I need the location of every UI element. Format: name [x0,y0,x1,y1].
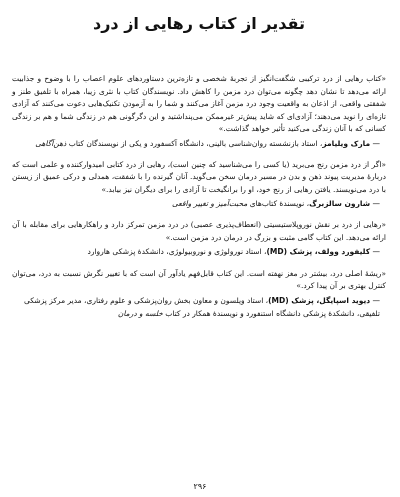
book-title-reference: ذهن‌آگاهی [35,138,67,148]
book-title-reference: محبت‌آمیز و تغییر واقعی [172,199,248,209]
page-number: ۲۹۶ [193,482,207,491]
endorser-name: کلیفورد وولف، پزشک (MD) [266,247,371,257]
endorsement-attribution: — شارون سالزبرگ، نویسندهٔ کتاب‌های محبت‌آمیز و تغییر واقعی [172,199,380,209]
endorser-description: ، نویسندهٔ کتاب‌های [247,199,310,209]
endorsement-quote: «اگر از درد مزمن رنج می‌برید (یا کسی را می‌شناسید که چنین است)، رهایی از درد کتابی امیدوارکننده و علمی است که دربارهٔ مدیریت پیوند ذهن و بدن در مسیر درمان سخن می‌گوید. آنان گیرنده را با شفقت، همدلی و درکی عمیق از زیستن با درد می‌نویسند. یافتن رهایی از رنج خود، او را برانگیخت تا آزادی را برای دیگران نیز بیابد.» [12,159,386,194]
endorsement-attribution: — مارک ویلیامز، استاد بازنشسته روان‌شناسی بالینی، دانشگاه آکسفورد و یکی از نویسندگان کتاب ذهن‌آگاهی [35,138,380,148]
endorsement-attribution: — کلیفورد وولف، پزشک (MD)، استاد نورولوژی و نوروبیولوژی، دانشکدهٔ پزشکی هاروارد [87,247,380,257]
page-title: تقدیر از کتاب رهایی از درد [92,14,306,33]
endorser-name: دیوید اسپایگل، پزشک (MD) [268,295,371,305]
endorsement-3 [12,219,386,259]
endorsement-4 [12,268,386,320]
endorser-description: ، استاد ویلسون و معاون بخش روان‌پزشکی و علوم رفتاری، مدیر مرکز پزشکی تلفیقی، دانشکدهٔ پزشکی دانشگاه استنفورد و نویسندهٔ همکار در کتاب [23,295,380,318]
endorsement-quote: «ریشهٔ اصلی درد، بیشتر در مغز نهفته است. این کتاب قابل‌فهم یادآور آن است که با تغییر نگرش نسبت به درد، می‌توان کنترل بهتری بر آن پیدا کرد.» [12,268,386,291]
endorsement-1 [12,73,386,151]
endorsement-attribution: — دیوید اسپایگل، پزشک (MD)، استاد ویلسون و معاون بخش روان‌پزشکی و علوم رفتاری، مدیر مرکز پزشکی تلفیقی، دانشکدهٔ پزشکی دانشگاه استنفورد و نویسندهٔ همکار در کتاب خلسه و درمان [23,295,380,318]
book-title-reference: خلسه و درمان [117,308,163,318]
endorser-name: مارک ویلیامز [322,138,371,148]
endorsement-quote: «کتاب رهایی از درد ترکیبی شگفت‌انگیز از تجربهٔ شخصی و تازه‌ترین دستاوردهای علوم اعصاب را با وضوح و جذابیت ارائه می‌دهد تا نشان دهد چگونه می‌توان درد مزمن را کاهش داد. نویسندگان کتاب با نثری زیبا، همراه با تلفیق طنز و شفقتی واقعی، از اذعان به واقعیت وجود درد مزمن آغاز می‌کنند و شما را به آزمودن تکنیک‌هایی دعوت می‌کنند که آزادی تازه‌ای را نوید می‌دهند؛ آزادی‌ای که شاید پیش‌تر غیرممکن می‌پنداشتید و این دگرگونی هم در زندگی شما و هم بر زندگی کسانی که با آنان زندگی می‌کنید تأثیر خواهد گذاشت.» [12,74,386,134]
endorser-name: شارون سالزبرگ [309,199,371,209]
endorser-description: ، استاد بازنشسته روان‌شناسی بالینی، دانشگاه آکسفورد و یکی از نویسندگان کتاب [68,138,323,148]
endorsement-2 [12,159,386,211]
endorsement-quote: «رهایی از درد بر نقش نوروپلاستیسیتی (انعطاف‌پذیری عصبی) در درد مزمن تمرکز دارد و راهکارهایی برای مقابله با آن ارائه می‌دهد. این کتاب گامی مثبت و بزرگ در درمان درد مزمن است.» [12,219,386,242]
endorser-description: ، استاد نورولوژی و نوروبیولوژی، دانشکدهٔ پزشکی هاروارد [87,247,267,257]
